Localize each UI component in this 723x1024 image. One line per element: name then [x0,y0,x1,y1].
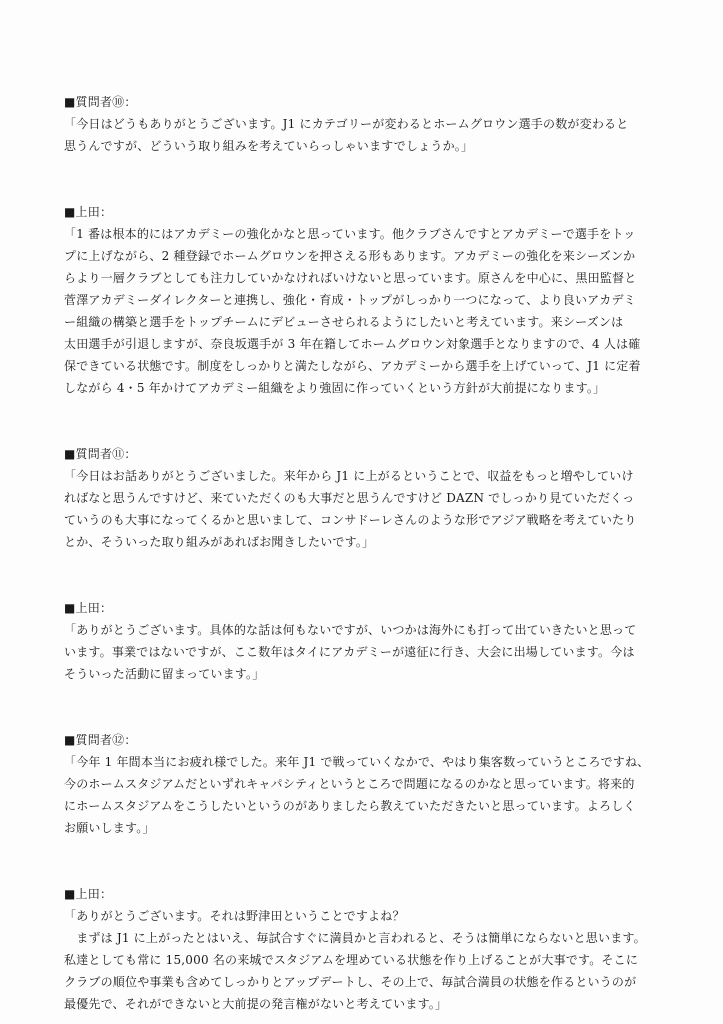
text-line: にホームスタジアムをこうしたいというのがありましたら教えていただきたいと思っています。よろしく [64,799,636,813]
text-line: 太田選手が引退しますが、奈良坂選手が 3 年在籍してホームグロウン対象選手となりますので、4 人は確 [64,337,641,351]
transcript-block-answer-3 [64,883,664,1015]
text-line: 「ありがとうございます。それは野津田ということですよね？ [64,909,405,923]
text-line: 「1 番は根本的にはアカデミーの強化かなと思っています。他クラブさんですとアカデミーで選手をトッ [64,227,636,241]
text-line: 「今日はお話ありがとうございました。来年から J1 に上がるということで、収益をもっと増やしていけ [64,469,634,483]
text-line: らより一層クラブとしても注力していかなければいけないと思っています。原さんを中心に、黒田監督と [64,271,637,285]
text-line: 「ありがとうございます。具体的な話は何もないですが、いつかは海外にも打って出ていきたいと思って [64,623,637,637]
transcript [64,91,664,1015]
text-line: います。事業ではないですが、ここ数年はタイにアカデミーが遠征に行き、大会に出場しています。今は [64,645,635,659]
text-line: 最優先で、それができないと大前提の発言権がないと考えています。」 [64,997,448,1011]
speaker-label: ■上田： [64,205,113,219]
speaker-label: ■質問者⑫： [64,733,137,747]
text-line: ていうのも大事になってくるかと思いまして、コンサドーレさんのような形でアジア戦略を考えていたり [64,513,637,527]
speaker-label: ■質問者⑩： [64,95,137,109]
speaker-label: ■質問者⑪： [64,447,137,461]
speaker-label: ■上田： [64,601,113,615]
text-line: プに上げながら、2 種登録でホームグロウンを押さえる形もあります。アカデミーの強化を来シーズンか [64,249,636,263]
transcript-block-q11 [64,443,664,553]
transcript-block-q12 [64,729,664,839]
text-line: クラブの順位や事業も含めてしっかりとアップデートし、その上で、毎試合満員の状態を作るというのが [64,975,637,989]
transcript-block-answer-2 [64,597,664,685]
text-line: ー組織の構築と選手をトップチームにデビューさせられるようにしたいと考えています。来シーズンは [64,315,624,329]
text-line: とか、そういった取り組みがあればお聞きしたいです。」 [64,535,375,549]
text-line: 今のホームスタジアムだといずれキャパシティというところで問題になるのかなと思っています。将来的 [64,777,635,791]
text-line: まずは J1 に上がったとはいえ、毎試合すぐに満員かと言われると、そうは簡単にならないと思います。 [64,931,646,945]
text-line: 私達としても常に 15,000 名の来城でスタジアムを埋めている状態を作り上げることが大事です。そこに [64,953,639,967]
speaker-label: ■上田： [64,887,113,901]
text-line: ればなと思うんですけど、来ていただくのも大事だと思うんですけど DAZN でしっかり見ていただくっ [64,491,635,505]
text-line: 「今日はどうもありがとうございます。J1 にカテゴリーが変わるとホームグロウン選手の数が変わると [64,117,629,131]
text-line: そういった活動に留まっています。」 [64,667,265,681]
transcript-block-answer-1 [64,201,664,399]
text-line: 保できている状態です。制度をしっかりと満たしながら、アカデミーから選手を上げていって、J1 に定着 [64,359,641,373]
transcript-block-q10 [64,91,664,157]
text-line: お願いします。」 [64,821,155,835]
text-line: 「今年 1 年間本当にお疲れ様でした。来年 J1 で戦っていくなかで、やはり集客数っていうところですね、 [64,755,650,769]
text-line: しながら 4・5 年かけてアカデミー組織をより強固に作っていくという方針が大前提になります。」 [64,381,606,395]
text-line: 思うんですが、どういう取り組みを考えていらっしゃいますでしょうか。」 [64,139,474,153]
text-line: 菅澤アカデミーダイレクターと連携し、強化・育成・トップがしっかり一つになって、より良いアカデミ [64,293,636,307]
